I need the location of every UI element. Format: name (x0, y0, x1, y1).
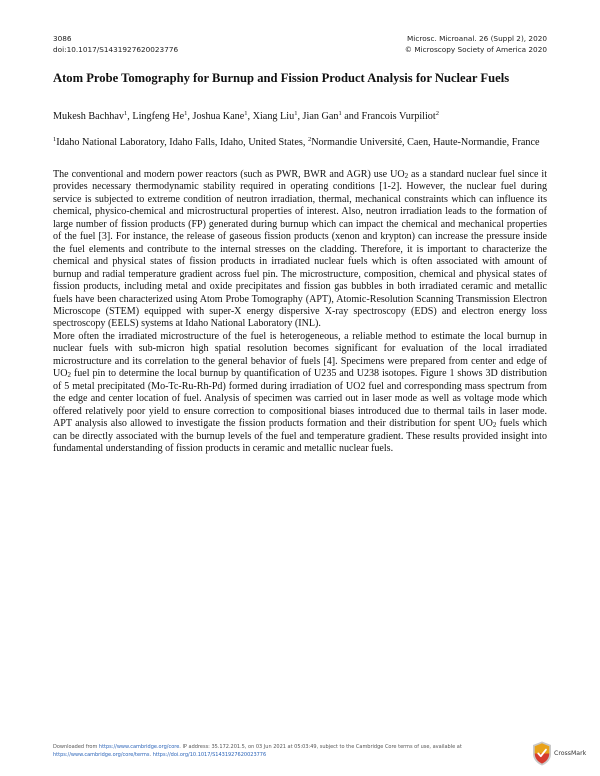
author: Joshua Kane$^1$ (192, 110, 248, 122)
doi: doi:10.1017/S1431927620023776 (53, 44, 179, 54)
abstract-body (53, 169, 547, 455)
doi-link[interactable]: https://doi.org/10.1017/S1431927620023776 (152, 752, 267, 758)
author: Francois Vurpiliot$^2$ (361, 110, 439, 122)
cambridge-core-link[interactable]: https://www.cambridge.org/core (98, 744, 180, 750)
terms-link[interactable]: https://www.cambridge.org/core/terms (53, 752, 150, 758)
page-number: 3086 (53, 34, 72, 43)
paragraph-1: The conventional and modern power reactors (such as PWR, BWR and AGR) use $UO_2$ as a standard nuclear fuel since it provides necessary thermodynamic stability required in operating conditions [1-2]. However, the nuclear fuel during service is subjected to extreme condition of neutron irradiation, thermal, mechanical constraints which can influence its chemical, physico-chemical and microstructural properties of interest. Also, neutron irradiation leads to the formation of large number of fission products (FP) generated during burnup which can impact the chemical and mechanical properties of the fuel [3]. For instance, the release of gaseous fission products (xenon and krypton) can increase the pressure inside the fuel elements and contribute to the internal stresses on the cladding. Therefore, it is important to characterize the chemical and physical states of fission products in irradiated nuclear fuels which is often associated with amount of burnup and radial temperature gradient across fuel pin. The microstructure, composition, chemical and physical states of fission products, including metal and oxide precipitates and fission gas bubbles in both irradiated ceramic and metallic fuels have been characterized using Atom Probe Tomography (APT), Atomic-Resolution Scanning Transmission Electron Microscope (STEM) equipped with super-X energy dispersive X-ray spectroscopy (EDS) and electron energy loss spectroscopy (EELS) systems at Idaho National Laboratory (INL). (53, 169, 547, 330)
author: Xiang Liu$^1$ (252, 110, 298, 122)
affiliations: $^1$Idaho National Laboratory, Idaho Falls, Idaho, United States, $^2$Normandie Université, Caen, Haute-Normandie, France (53, 136, 540, 148)
footer-line-1: Downloaded from https://www.cambridge.org/core. IP address: 35.172.201.5, on 03 Jun 2021 at 05:03:49, subject to the Cambridge Core terms of use, available at (53, 744, 462, 750)
author: Lingfeng He$^1$ (132, 110, 188, 122)
download-footer (53, 743, 473, 759)
footer-line-2: https://www.cambridge.org/core/terms. https://doi.org/10.1017/S1431927620023776 (53, 752, 267, 758)
paragraph-2: More often the irradiated microstructure of the fuel is heterogeneous, a reliable method to estimate the local burnup in nuclear fuels with sub-micron high spatial resolution becomes significant for evaluation of the local irradiated microstructure and its correlation to the general behavior of fuels [4]. Specimens were prepared from center and edge of $UO_2$ fuel pin to determine the local burnup by quantification of U235 and U238 isotopes. Figure 1 shows 3D distribution of 5 metal precipitated (Mo-Tc-Ru-Rh-Pd) formed during irradiation of UO2 fuel and corresponding mass spectrum from the edge and center location of fuel. Analysis of specimen was carried out in laser mode as well as voltage mode which offered relatively poor yield to ensure correction to compositional biases introduced due to thermal tails in laser mode. APT analysis also allowed to investigate the fission products formation and their distribution for spent $UO_2$ fuels which can be directly associated with the burnup levels of the fuel and temperature gradient. These results provided insight into fundamental understanding of fission products in ceramic and metallic nuclear fuels. (53, 330, 547, 454)
crossmark-label[interactable]: CrossMark (554, 750, 587, 757)
journal-citation: Microsc. Microanal. 26 (Suppl 2), 2020 (407, 34, 547, 43)
author-list: Mukesh Bachhav$^1$, Lingfeng He$^1$, Joshua Kane$^1$, Xiang Liu$^1$, Jian Gan$^1$ and Francois Vurpiliot$^2$ (53, 110, 439, 122)
header-right (405, 34, 547, 55)
affiliation-1: Idaho National Laboratory, Idaho Falls, Idaho, United States, (56, 137, 308, 148)
header-left (53, 34, 178, 55)
author: Mukesh Bachhav$^1$ (53, 110, 128, 122)
crossmark-icon[interactable] (532, 741, 552, 766)
copyright: © Microscopy Society of America 2020 (404, 44, 547, 54)
paper-title: Atom Probe Tomography for Burnup and Fission Product Analysis for Nuclear Fuels (53, 71, 510, 85)
affiliation-2: Normandie Université, Caen, Haute-Normandie, France (311, 137, 540, 148)
author: Jian Gan$^1$ (302, 110, 342, 122)
